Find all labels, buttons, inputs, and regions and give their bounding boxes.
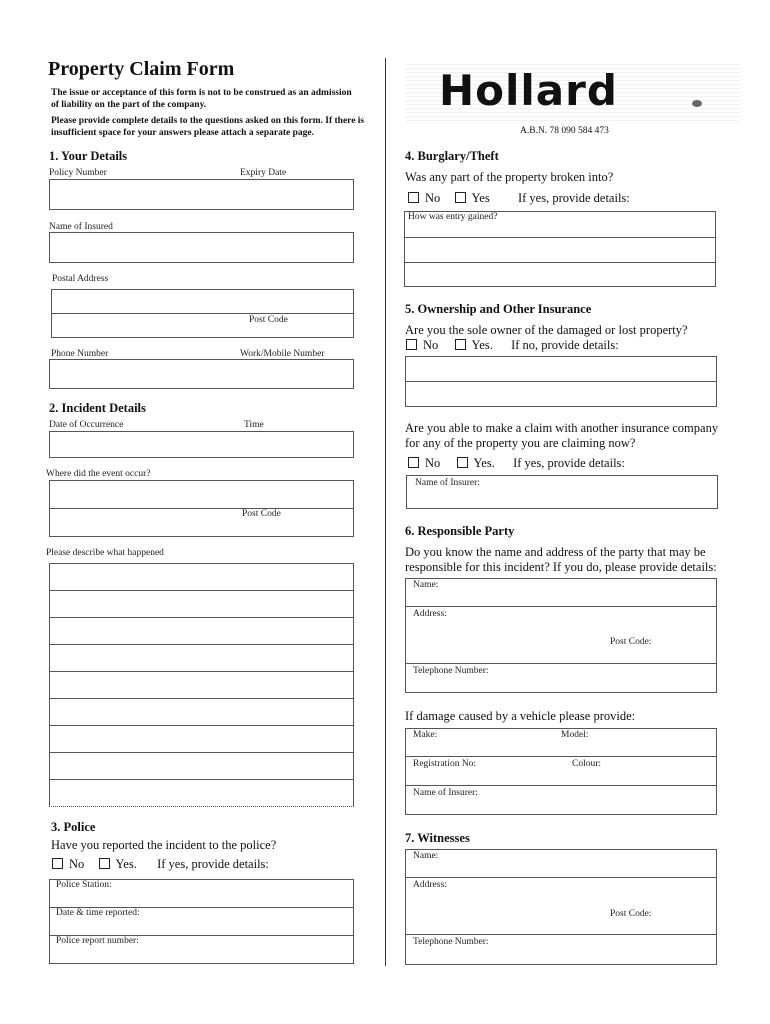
witness-post-code-label: Post Code: — [610, 909, 652, 919]
police-station-label: Police Station: — [56, 880, 112, 890]
disclaimer-text: The issue or acceptance of this form is not to be construed as an admission of liability on the part of the company. — [51, 88, 352, 110]
burglary-yes-label: Yes — [471, 191, 490, 205]
responsible-telephone-label: Telephone Number: — [413, 666, 489, 676]
time-label: Time — [244, 420, 264, 430]
responsible-question-1: Do you know the name and address of the party that may be — [405, 545, 706, 559]
postal-post-code-label: Post Code — [249, 315, 288, 325]
section3-title: 3. Police — [51, 820, 96, 834]
where-post-code-label: Post Code — [242, 509, 281, 519]
witness-name-field[interactable] — [405, 849, 717, 878]
section4-title: 4. Burglary/Theft — [405, 149, 499, 163]
other-insurance-yes-label: Yes. — [473, 456, 495, 470]
hollard-logo — [405, 62, 740, 124]
vehicle-prompt: If damage caused by a vehicle please provide: — [405, 709, 636, 723]
sole-owner-if-no-label: If no, provide details: — [511, 338, 619, 352]
other-insurance-options — [408, 456, 625, 471]
column-divider — [385, 58, 386, 966]
policy-number-label: Policy Number — [49, 168, 107, 178]
postal-address-label: Postal Address — [52, 274, 109, 284]
form-title: Property Claim Form — [48, 58, 235, 80]
section1-title: 1. Your Details — [49, 149, 128, 163]
responsible-address-label: Address: — [413, 609, 447, 619]
witness-name-label: Name: — [413, 851, 439, 861]
sole-owner-yes-checkbox[interactable] — [455, 339, 466, 350]
police-yes-checkbox[interactable] — [99, 858, 110, 869]
section2-title: 2. Incident Details — [49, 401, 146, 415]
witness-address-field[interactable] — [405, 877, 717, 935]
burglary-no-label: No — [425, 191, 441, 205]
date-time-field[interactable] — [49, 431, 354, 458]
entry-gained-label: How was entry gained? — [408, 212, 498, 222]
other-insurance-question-1: Are you able to make a claim with another insurance company — [405, 421, 719, 435]
responsible-question-2: responsible for this incident? If you do, please provide details: — [405, 560, 717, 574]
sole-owner-question: Are you the sole owner of the damaged or lost property? — [405, 323, 688, 337]
police-no-label: No — [69, 857, 85, 871]
sole-owner-no-label: No — [423, 338, 439, 352]
burglary-options — [408, 191, 630, 206]
other-insurance-no-checkbox[interactable] — [408, 457, 419, 468]
police-no-checkbox[interactable] — [52, 858, 63, 869]
vehicle-make-label: Make: — [413, 730, 438, 740]
abn-number: A.B.N. 78 090 584 473 — [520, 126, 609, 136]
sole-owner-options — [406, 338, 619, 353]
police-options — [52, 857, 269, 872]
describe-line-8[interactable] — [49, 752, 354, 780]
instructions-text: Please provide complete details to the questions asked on this form. If there is insufficient space for your answers please attach a separate page. — [51, 116, 365, 138]
other-insurance-if-yes-label: If yes, provide details: — [513, 456, 625, 470]
name-of-insured-field[interactable] — [49, 232, 354, 263]
phone-number-field[interactable] — [49, 359, 354, 389]
where-event-label: Where did the event occur? — [46, 469, 151, 479]
burglary-yes-checkbox[interactable] — [455, 192, 466, 203]
police-yes-label: Yes. — [115, 857, 137, 871]
describe-line-2[interactable] — [49, 590, 354, 618]
work-mobile-label: Work/Mobile Number — [240, 349, 325, 359]
date-of-occurrence-label: Date of Occurrence — [49, 420, 124, 430]
phone-number-label: Phone Number — [51, 349, 109, 359]
policy-expiry-field[interactable] — [49, 179, 354, 210]
describe-line-4[interactable] — [49, 644, 354, 672]
vehicle-insurer-label: Name of Insurer: — [413, 788, 478, 798]
sole-owner-no-checkbox[interactable] — [406, 339, 417, 350]
ownership-details-field-2[interactable] — [405, 381, 717, 407]
other-insurance-yes-checkbox[interactable] — [457, 457, 468, 468]
date-time-reported-label: Date & time reported: — [56, 908, 140, 918]
vehicle-model-label: Model: — [561, 730, 589, 740]
burglary-question: Was any part of the property broken into? — [405, 170, 614, 184]
sole-owner-yes-label: Yes. — [471, 338, 493, 352]
describe-line-6[interactable] — [49, 698, 354, 726]
entry-gained-field-3[interactable] — [404, 262, 716, 287]
ownership-details-field[interactable] — [405, 356, 717, 382]
describe-line-7[interactable] — [49, 725, 354, 753]
describe-line-3[interactable] — [49, 617, 354, 645]
describe-line-1[interactable] — [49, 563, 354, 591]
witness-address-label: Address: — [413, 880, 447, 890]
postal-address-field[interactable] — [51, 289, 354, 314]
police-report-number-label: Police report number: — [56, 936, 139, 946]
other-insurance-no-label: No — [425, 456, 441, 470]
responsible-name-label: Name: — [413, 580, 439, 590]
witness-telephone-label: Telephone Number: — [413, 937, 489, 947]
police-question: Have you reported the incident to the police? — [51, 838, 277, 852]
section5-title: 5. Ownership and Other Insurance — [405, 302, 592, 316]
other-insurer-label: Name of Insurer: — [415, 478, 480, 488]
logo-dot-icon — [692, 100, 702, 107]
section7-title: 7. Witnesses — [405, 831, 470, 845]
logo-text: Hollard — [439, 66, 618, 115]
vehicle-registration-label: Registration No: — [413, 759, 477, 769]
where-event-field-2[interactable] — [49, 508, 354, 537]
name-of-insured-label: Name of Insured — [49, 222, 113, 232]
burglary-if-yes-label: If yes, provide details: — [517, 191, 630, 205]
where-event-field[interactable] — [49, 480, 354, 509]
responsible-address-field[interactable] — [405, 606, 717, 664]
entry-gained-field-2[interactable] — [404, 237, 716, 263]
describe-line-5[interactable] — [49, 671, 354, 699]
police-if-yes-label: If yes, provide details: — [157, 857, 269, 871]
responsible-post-code-label: Post Code: — [610, 637, 652, 647]
section6-title: 6. Responsible Party — [405, 524, 515, 538]
postal-address-field-2[interactable] — [51, 313, 354, 338]
other-insurance-question-2: for any of the property you are claiming now? — [405, 436, 636, 450]
responsible-name-field[interactable] — [405, 578, 717, 607]
expiry-date-label: Expiry Date — [240, 168, 287, 178]
burglary-no-checkbox[interactable] — [408, 192, 419, 203]
vehicle-colour-label: Colour: — [572, 759, 602, 769]
describe-label: Please describe what happened — [46, 548, 164, 558]
describe-line-9[interactable] — [49, 779, 354, 807]
